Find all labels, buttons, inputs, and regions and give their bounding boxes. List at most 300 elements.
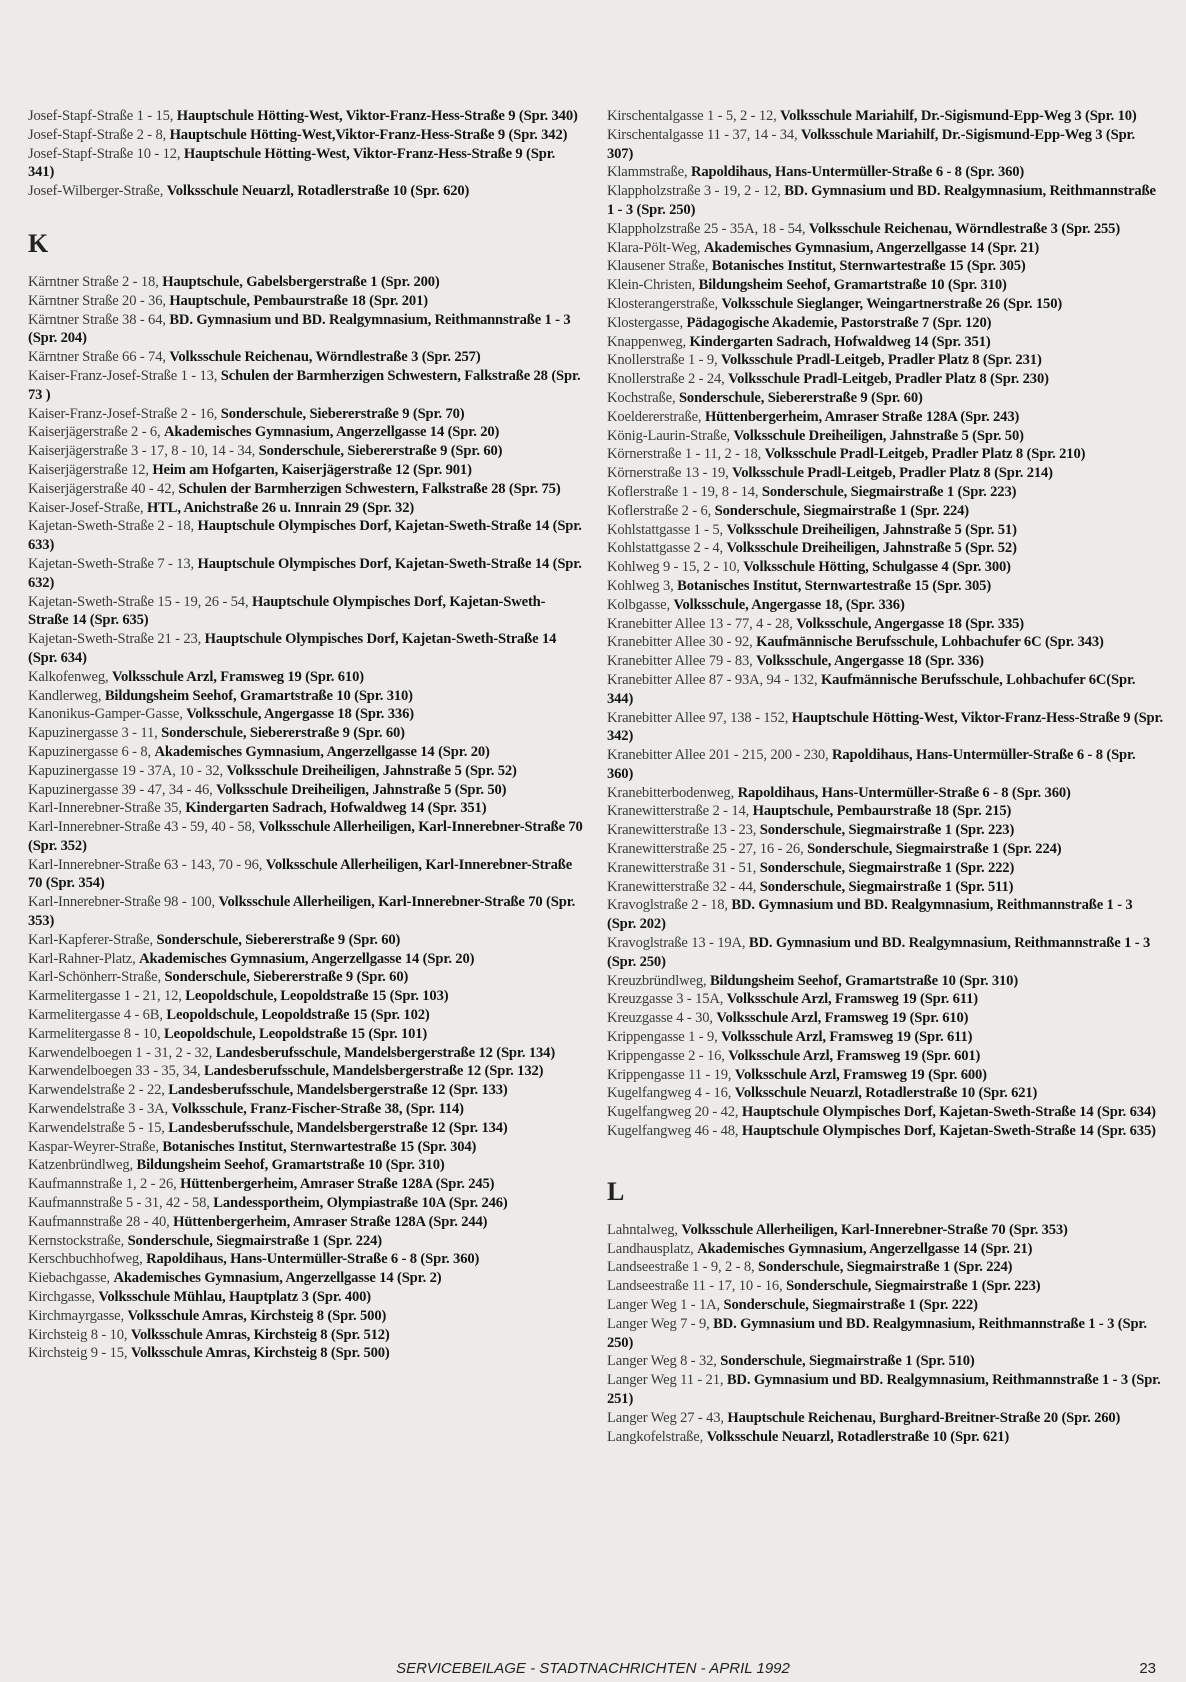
school-assignment: Sonderschule, Siegmairstraße 1 (Spr. 224) bbox=[127, 1232, 382, 1249]
directory-entry bbox=[607, 502, 1163, 521]
street-range: Karwendelstraße 2 - 22, bbox=[28, 1082, 165, 1099]
school-assignment: Hauptschule, Gabelsbergerstraße 1 (Spr. 200) bbox=[162, 273, 440, 290]
street-range: Landseestraße 1 - 9, 2 - 8, bbox=[607, 1259, 755, 1276]
directory-entry bbox=[607, 633, 1163, 652]
section-letter-l: L bbox=[607, 1176, 625, 1206]
directory-entry bbox=[28, 107, 584, 126]
directory-entry bbox=[28, 1288, 584, 1307]
directory-entry bbox=[607, 878, 1163, 897]
street-range: Koeldererstraße, bbox=[607, 408, 702, 425]
school-assignment: Akademisches Gymnasium, Angerzellgasse 14 (Spr. 20) bbox=[139, 950, 475, 967]
directory-entry bbox=[28, 1138, 584, 1157]
directory-entry bbox=[607, 126, 1163, 164]
directory-entry bbox=[607, 257, 1163, 276]
school-assignment: Kindergarten Sadrach, Hofwaldweg 14 (Spr. 351) bbox=[185, 800, 487, 817]
street-range: Kapuzinergasse 3 - 11, bbox=[28, 725, 158, 742]
school-assignment: Heim am Hofgarten, Kaiserjägerstraße 12 (Spr. 901) bbox=[152, 461, 472, 478]
street-range: Kaiserjägerstraße 40 - 42, bbox=[28, 480, 175, 497]
street-range: Kaiserjägerstraße 3 - 17, 8 - 10, 14 - 34, bbox=[28, 443, 256, 460]
school-assignment: Volksschule Pradl-Leitgeb, Pradler Platz 8 (Spr. 230) bbox=[728, 371, 1049, 388]
school-assignment: Akademisches Gymnasium, Angerzellgasse 14 (Spr. 20) bbox=[164, 424, 500, 441]
school-assignment: Landesberufsschule, Mandelsbergerstraße 12 (Spr. 133) bbox=[168, 1082, 508, 1099]
street-range: Karmelitergasse 8 - 10, bbox=[28, 1025, 161, 1042]
directory-entry bbox=[28, 987, 584, 1006]
school-assignment: Hauptschule Hötting-West, Viktor-Franz-Hess-Straße 9 (Spr. 341) bbox=[28, 145, 556, 181]
street-range: Kaufmannstraße 5 - 31, 42 - 58, bbox=[28, 1195, 210, 1212]
street-range: Kaufmannstraße 28 - 40, bbox=[28, 1213, 170, 1230]
directory-entry bbox=[607, 972, 1163, 991]
street-range: Karmelitergasse 1 - 21, 12, bbox=[28, 988, 182, 1005]
page-number: 23 bbox=[1139, 1660, 1156, 1677]
school-assignment: Volksschule Arzl, Framsweg 19 (Spr. 611) bbox=[721, 1029, 973, 1046]
school-assignment: Volksschule Arzl, Framsweg 19 (Spr. 600) bbox=[734, 1066, 987, 1083]
school-assignment: Volksschule Amras, Kirchsteig 8 (Spr. 512) bbox=[130, 1326, 390, 1343]
school-assignment: Volksschule Pradl-Leitgeb, Pradler Platz 8 (Spr. 210) bbox=[764, 446, 1086, 463]
school-assignment: Botanisches Institut, Sternwartestraße 15 (Spr. 305) bbox=[677, 577, 992, 594]
directory-entry bbox=[28, 950, 584, 969]
directory-entry bbox=[28, 1194, 584, 1213]
directory-entry bbox=[607, 1122, 1163, 1141]
street-range: Kranebitterbodenweg, bbox=[607, 784, 735, 801]
directory-entry bbox=[607, 652, 1163, 671]
directory-entry bbox=[607, 671, 1163, 709]
street-range: Knollerstraße 1 - 9, bbox=[607, 352, 718, 369]
street-range: Knappenweg, bbox=[607, 333, 686, 350]
street-range: Kirschentalgasse 11 - 37, 14 - 34, bbox=[607, 126, 798, 143]
school-assignment: Sonderschule, Siebererstraße 9 (Spr. 60) bbox=[678, 389, 923, 406]
school-assignment: Akademisches Gymnasium, Angerzellgasse 14 (Spr. 21) bbox=[697, 1240, 1033, 1257]
entries-l-section bbox=[607, 1221, 1163, 1447]
directory-entry bbox=[28, 856, 584, 894]
school-assignment: Hauptschule Hötting-West,Viktor-Franz-Hess-Straße 9 (Spr. 342) bbox=[169, 126, 568, 143]
directory-entry bbox=[28, 1062, 584, 1081]
street-range: Kranewitterstraße 31 - 51, bbox=[607, 859, 757, 876]
street-range: Koflerstraße 2 - 6, bbox=[607, 502, 712, 519]
street-range: Kranebitter Allee 87 - 93A, 94 - 132, bbox=[607, 671, 818, 688]
school-assignment: Leopoldschule, Leopoldstraße 15 (Spr. 101) bbox=[163, 1025, 428, 1042]
street-range: Lahntalweg, bbox=[607, 1221, 678, 1238]
street-range: Katzenbründlweg, bbox=[28, 1157, 133, 1174]
school-assignment: Hauptschule Olympisches Dorf, Kajetan-Sweth-Straße 14 (Spr. 635) bbox=[741, 1123, 1156, 1140]
school-assignment: Rapoldihaus, Hans-Untermüller-Straße 6 - 8 (Spr. 360) bbox=[146, 1251, 480, 1268]
school-assignment: Rapoldihaus, Hans-Untermüller-Straße 6 - 8 (Spr. 360) bbox=[607, 747, 1136, 782]
street-range: Langkofelstraße, bbox=[607, 1428, 704, 1445]
school-assignment: Volksschule, Angergasse 18 (Spr. 335) bbox=[796, 615, 1024, 632]
directory-entry bbox=[607, 276, 1163, 295]
street-range: Kirchmayrgasse, bbox=[28, 1307, 124, 1324]
school-assignment: Sonderschule, Siegmairstraße 1 (Spr. 223) bbox=[786, 1278, 1041, 1295]
street-range: Kaiserjägerstraße 2 - 6, bbox=[28, 424, 161, 441]
street-range: Karl-Innerebner-Straße 43 - 59, 40 - 58, bbox=[28, 819, 256, 836]
school-assignment: Leopoldschule, Leopoldstraße 15 (Spr. 103) bbox=[185, 988, 449, 1005]
directory-entry bbox=[607, 1084, 1163, 1103]
street-range: Krippengasse 1 - 9, bbox=[607, 1029, 718, 1046]
school-assignment: BD. Gymnasium und BD. Realgymnasium, Reithmannstraße 1 - 3 (Spr. 250) bbox=[607, 1315, 1147, 1351]
street-range: Klausener Straße, bbox=[607, 258, 709, 275]
school-assignment: Volksschule Arzl, Framsweg 19 (Spr. 610) bbox=[716, 1010, 969, 1027]
school-assignment: Volksschule, Franz-Fischer-Straße 38, (Spr. 114) bbox=[171, 1101, 464, 1118]
school-assignment: Sonderschule, Siebererstraße 9 (Spr. 60) bbox=[161, 725, 405, 742]
street-range: Klappholzstraße 25 - 35A, 18 - 54, bbox=[607, 220, 806, 237]
directory-entry bbox=[28, 1006, 584, 1025]
street-range: Kernstockstraße, bbox=[28, 1232, 125, 1249]
directory-entry bbox=[607, 389, 1163, 408]
directory-entry bbox=[28, 668, 584, 687]
directory-entry bbox=[28, 1250, 584, 1269]
street-range: Kravoglstraße 13 - 19A, bbox=[607, 935, 746, 952]
school-assignment: Sonderschule, Siegmairstraße 1 (Spr. 224) bbox=[758, 1259, 1013, 1276]
directory-entry bbox=[28, 1025, 584, 1044]
directory-entry bbox=[28, 799, 584, 818]
street-range: Landhausplatz, bbox=[607, 1240, 694, 1257]
school-assignment: Volksschule Neuarzl, Rotadlerstraße 10 (Spr. 620) bbox=[166, 183, 470, 200]
school-assignment: HTL, Anichstraße 26 u. Innrain 29 (Spr. 32) bbox=[146, 499, 415, 516]
school-assignment: Bildungsheim Seehof, Gramartstraße 10 (Spr. 310) bbox=[709, 972, 1019, 989]
street-range: Kajetan-Sweth-Straße 7 - 13, bbox=[28, 555, 195, 572]
directory-entry bbox=[607, 1047, 1163, 1066]
street-range: Josef-Wilberger-Straße, bbox=[28, 183, 164, 200]
directory-entry bbox=[607, 314, 1163, 333]
directory-entry bbox=[607, 596, 1163, 615]
directory-entry bbox=[607, 990, 1163, 1009]
street-range: Karwendelstraße 5 - 15, bbox=[28, 1119, 165, 1136]
street-range: Josef-Stapf-Straße 2 - 8, bbox=[28, 126, 167, 143]
school-assignment: BD. Gymnasium und BD. Realgymnasium, Reithmannstraße 1 - 3 (Spr. 202) bbox=[607, 897, 1133, 933]
directory-entry bbox=[28, 311, 584, 349]
street-range: Knollerstraße 2 - 24, bbox=[607, 371, 725, 388]
street-range: Kravoglstraße 2 - 18, bbox=[607, 897, 728, 914]
school-assignment: Volksschule Neuarzl, Rotadlerstraße 10 (Spr. 621) bbox=[706, 1428, 1010, 1445]
directory-entry bbox=[607, 1277, 1163, 1296]
street-range: Kugelfangweg 46 - 48, bbox=[607, 1123, 739, 1140]
right-column bbox=[607, 107, 1163, 1446]
school-assignment: Landesberufsschule, Mandelsbergerstraße 12 (Spr. 132) bbox=[204, 1063, 544, 1080]
directory-entry bbox=[607, 163, 1163, 182]
directory-entry bbox=[607, 709, 1163, 747]
school-assignment: BD. Gymnasium und BD. Realgymnasium, Reithmannstraße 1 - 3 (Spr. 204) bbox=[28, 311, 571, 347]
street-range: Langer Weg 27 - 43, bbox=[607, 1409, 724, 1426]
street-range: Langer Weg 11 - 21, bbox=[607, 1372, 724, 1389]
school-assignment: Volksschule Arzl, Framsweg 19 (Spr. 611) bbox=[726, 991, 978, 1008]
directory-entry bbox=[28, 893, 584, 931]
school-assignment: Landesberufsschule, Mandelsbergerstraße 12 (Spr. 134) bbox=[168, 1119, 508, 1136]
school-assignment: Volksschule Hötting, Schulgasse 4 (Spr. 300) bbox=[743, 559, 1011, 576]
entries-k-section-left bbox=[28, 273, 584, 1363]
directory-entry bbox=[28, 273, 584, 292]
school-assignment: Sonderschule, Siegmairstraße 1 (Spr. 223) bbox=[761, 483, 1017, 500]
directory-entry bbox=[607, 821, 1163, 840]
directory-entry bbox=[28, 931, 584, 950]
street-range: Klosterangerstraße, bbox=[607, 295, 719, 312]
street-range: Kugelfangweg 4 - 16, bbox=[607, 1085, 732, 1102]
school-assignment: Volksschule Arzl, Framsweg 19 (Spr. 610) bbox=[111, 668, 364, 685]
directory-entry bbox=[28, 1213, 584, 1232]
directory-entry bbox=[607, 1066, 1163, 1085]
street-range: Kranewitterstraße 2 - 14, bbox=[607, 803, 750, 820]
directory-entry bbox=[607, 1028, 1163, 1047]
street-range: Langer Weg 1 - 1A, bbox=[607, 1297, 720, 1314]
directory-entry bbox=[607, 784, 1163, 803]
street-range: Kranebitter Allee 201 - 215, 200 - 230, bbox=[607, 747, 829, 764]
directory-entry bbox=[607, 370, 1163, 389]
school-assignment: Pädagogische Akademie, Pastorstraße 7 (Spr. 120) bbox=[686, 314, 992, 331]
directory-entry bbox=[607, 521, 1163, 540]
directory-entry bbox=[607, 615, 1163, 634]
school-assignment: Volksschule Mariahilf, Dr.-Sigismund-Epp-Weg 3 (Spr. 307) bbox=[607, 126, 1136, 162]
school-assignment: Sonderschule, Siegmairstraße 1 (Spr. 511) bbox=[759, 878, 1014, 895]
street-range: Kerschbuchhofweg, bbox=[28, 1251, 143, 1268]
directory-entry bbox=[28, 480, 584, 499]
directory-entry bbox=[28, 1175, 584, 1194]
street-range: Langer Weg 7 - 9, bbox=[607, 1315, 710, 1332]
directory-entry bbox=[607, 464, 1163, 483]
directory-entry bbox=[607, 295, 1163, 314]
school-assignment: Volksschule, Angergasse 18 (Spr. 336) bbox=[186, 706, 414, 723]
street-range: Josef-Stapf-Straße 1 - 15, bbox=[28, 108, 174, 124]
directory-entry bbox=[28, 405, 584, 424]
directory-entry bbox=[28, 555, 584, 593]
directory-entry bbox=[28, 968, 584, 987]
directory-entry bbox=[28, 762, 584, 781]
school-assignment: Volksschule Pradl-Leitgeb, Pradler Platz 8 (Spr. 231) bbox=[720, 352, 1042, 369]
directory-entry bbox=[28, 724, 584, 743]
street-range: Karl-Kapferer-Straße, bbox=[28, 931, 153, 948]
school-assignment: Hauptschule, Pembaurstraße 18 (Spr. 201) bbox=[169, 292, 428, 309]
directory-entry bbox=[28, 1232, 584, 1251]
directory-entry bbox=[28, 1307, 584, 1326]
street-range: Kaiserjägerstraße 12, bbox=[28, 461, 149, 478]
street-range: Kirchsteig 9 - 15, bbox=[28, 1345, 128, 1362]
directory-entry bbox=[607, 577, 1163, 596]
street-range: Karl-Schönherr-Straße, bbox=[28, 969, 161, 986]
street-range: Kranebitter Allee 97, 138 - 152, bbox=[607, 709, 789, 726]
street-range: Kreuzbründlweg, bbox=[607, 972, 707, 989]
school-assignment: Kaufmännische Berufsschule, Lohbachufer 6C (Spr. 343) bbox=[756, 634, 1104, 651]
directory-entry bbox=[28, 1326, 584, 1345]
street-range: Kaspar-Weyrer-Straße, bbox=[28, 1138, 159, 1155]
directory-entry bbox=[28, 818, 584, 856]
directory-entry bbox=[28, 442, 584, 461]
directory-entry bbox=[607, 333, 1163, 352]
directory-entry bbox=[28, 1156, 584, 1175]
school-assignment: Hauptschule Olympisches Dorf, Kajetan-Sweth-Straße 14 (Spr. 635) bbox=[28, 593, 546, 629]
footer-title: SERVICEBEILAGE - STADTNACHRICHTEN - APRIL 1992 bbox=[396, 1660, 790, 1677]
street-range: Kalkofenweg, bbox=[28, 668, 109, 685]
school-assignment: Landessportheim, Olympiastraße 10A (Spr. 246) bbox=[213, 1195, 508, 1212]
street-range: Kranewitterstraße 13 - 23, bbox=[607, 822, 757, 839]
school-assignment: Volksschule Arzl, Framsweg 19 (Spr. 601) bbox=[728, 1047, 981, 1064]
street-range: Karl-Innerebner-Straße 63 - 143, 70 - 96, bbox=[28, 856, 263, 873]
directory-entry bbox=[28, 182, 584, 201]
directory-entry bbox=[28, 1269, 584, 1288]
school-assignment: Hauptschule Hötting-West, Viktor-Franz-Hess-Straße 9 (Spr. 340) bbox=[176, 108, 578, 124]
school-assignment: Volksschule Dreiheiligen, Jahnstraße 5 (Spr. 50) bbox=[216, 781, 507, 798]
school-assignment: Bildungsheim Seehof, Gramartstraße 10 (Spr. 310) bbox=[136, 1157, 445, 1174]
school-assignment: Volksschule Pradl-Leitgeb, Pradler Platz 8 (Spr. 214) bbox=[732, 465, 1053, 482]
school-assignment: Kindergarten Sadrach, Hofwaldweg 14 (Spr. 351) bbox=[689, 333, 991, 350]
school-assignment: Sonderschule, Siebererstraße 9 (Spr. 70) bbox=[220, 405, 465, 422]
school-assignment: Volksschule Dreiheiligen, Jahnstraße 5 (Spr. 50) bbox=[733, 427, 1024, 444]
street-range: Kaufmannstraße 1, 2 - 26, bbox=[28, 1176, 177, 1193]
school-assignment: Sonderschule, Siegmairstraße 1 (Spr. 222) bbox=[759, 859, 1015, 876]
directory-entry bbox=[28, 145, 584, 183]
directory-entry bbox=[607, 1296, 1163, 1315]
street-range: Karl-Rahner-Platz, bbox=[28, 950, 136, 967]
school-assignment: Volksschule Amras, Kirchsteig 8 (Spr. 500) bbox=[127, 1307, 387, 1324]
directory-entry bbox=[607, 840, 1163, 859]
directory-entry bbox=[607, 934, 1163, 972]
school-assignment: Sonderschule, Siegmairstraße 1 (Spr. 510) bbox=[720, 1353, 975, 1370]
directory-entry bbox=[607, 1009, 1163, 1028]
directory-entry bbox=[607, 1240, 1163, 1259]
school-assignment: Bildungsheim Seehof, Gramartstraße 10 (Spr. 310) bbox=[698, 277, 1007, 294]
school-assignment: Volksschule, Angergasse 18, (Spr. 336) bbox=[673, 596, 905, 613]
street-range: Karwendelstraße 3 - 3A, bbox=[28, 1101, 169, 1118]
school-assignment: Volksschule Reichenau, Wörndlestraße 3 (Spr. 255) bbox=[808, 220, 1121, 237]
street-range: Kolbgasse, bbox=[607, 596, 670, 613]
street-range: Kärntner Straße 2 - 18, bbox=[28, 273, 159, 290]
school-assignment: Sonderschule, Siegmairstraße 1 (Spr. 224) bbox=[807, 841, 1062, 858]
street-range: Körnerstraße 13 - 19, bbox=[607, 465, 729, 482]
street-range: Josef-Stapf-Straße 10 - 12, bbox=[28, 145, 181, 162]
street-range: Kohlstattgasse 1 - 5, bbox=[607, 521, 724, 538]
school-assignment: Sonderschule, Siebererstraße 9 (Spr. 60) bbox=[164, 969, 409, 986]
directory-entry bbox=[28, 1044, 584, 1063]
directory-entry bbox=[28, 1081, 584, 1100]
school-assignment: Botanisches Institut, Sternwartestraße 15 (Spr. 304) bbox=[162, 1138, 477, 1155]
street-range: Kaiser-Franz-Josef-Straße 1 - 13, bbox=[28, 367, 218, 384]
school-assignment: Volksschule Dreiheiligen, Jahnstraße 5 (Spr. 52) bbox=[726, 540, 1017, 557]
street-range: Kapuzinergasse 19 - 37A, 10 - 32, bbox=[28, 762, 223, 779]
school-assignment: Schulen der Barmherzigen Schwestern, Falkstraße 28 (Spr. 73 ) bbox=[28, 367, 581, 403]
school-assignment: Volksschule Dreiheiligen, Jahnstraße 5 (Spr. 52) bbox=[226, 762, 517, 779]
directory-entry bbox=[28, 1119, 584, 1138]
directory-entry bbox=[28, 292, 584, 311]
street-range: Klostergasse, bbox=[607, 314, 684, 331]
directory-entry bbox=[607, 220, 1163, 239]
street-range: Landseestraße 11 - 17, 10 - 16, bbox=[607, 1278, 783, 1295]
directory-entry bbox=[607, 408, 1163, 427]
directory-entry bbox=[607, 1315, 1163, 1353]
left-column bbox=[28, 107, 584, 1363]
street-range: Karl-Innerebner-Straße 98 - 100, bbox=[28, 894, 215, 911]
street-range: Karl-Innerebner-Straße 35, bbox=[28, 800, 182, 817]
street-range: Kajetan-Sweth-Straße 2 - 18, bbox=[28, 518, 195, 535]
school-assignment: BD. Gymnasium und BD. Realgymnasium, Reithmannstraße 1 - 3 (Spr. 250) bbox=[607, 935, 1151, 970]
directory-entry bbox=[28, 781, 584, 800]
directory-entry bbox=[607, 107, 1163, 126]
directory-entry bbox=[607, 427, 1163, 446]
directory-entry bbox=[28, 423, 584, 442]
school-assignment: Sonderschule, Siebererstraße 9 (Spr. 60) bbox=[156, 931, 401, 948]
directory-entry bbox=[28, 126, 584, 145]
street-range: Kapuzinergasse 39 - 47, 34 - 46, bbox=[28, 781, 213, 798]
street-range: Kärntner Straße 20 - 36, bbox=[28, 292, 166, 309]
street-range: Kirschentalgasse 1 - 5, 2 - 12, bbox=[607, 108, 777, 124]
street-range: Kohlweg 3, bbox=[607, 577, 674, 594]
street-range: Langer Weg 8 - 32, bbox=[607, 1353, 717, 1370]
street-range: Kranebitter Allee 30 - 92, bbox=[607, 634, 753, 651]
directory-entry bbox=[607, 1221, 1163, 1240]
street-range: Kohlstattgasse 2 - 4, bbox=[607, 540, 724, 557]
school-assignment: BD. Gymnasium und BD. Realgymnasium, Reithmannstraße 1 - 3 (Spr. 250) bbox=[607, 183, 1156, 218]
school-assignment: Hauptschule Olympisches Dorf, Kajetan-Sweth-Straße 14 (Spr. 634) bbox=[28, 631, 557, 666]
street-range: Koflerstraße 1 - 19, 8 - 14, bbox=[607, 483, 759, 500]
directory-entry bbox=[607, 239, 1163, 258]
directory-entry bbox=[28, 1344, 584, 1363]
school-assignment: Schulen der Barmherzigen Schwestern, Falkstraße 28 (Spr. 75) bbox=[178, 480, 561, 497]
directory-entry bbox=[607, 896, 1163, 934]
directory-entry bbox=[28, 630, 584, 668]
directory-entry bbox=[28, 461, 584, 480]
school-assignment: Rapoldihaus, Hans-Untermüller-Straße 6 - 8 (Spr. 360) bbox=[737, 784, 1071, 801]
directory-entry bbox=[607, 746, 1163, 784]
directory-entry bbox=[28, 499, 584, 518]
school-assignment: Hauptschule, Pembaurstraße 18 (Spr. 215) bbox=[752, 803, 1012, 820]
directory-entry bbox=[607, 1103, 1163, 1122]
directory-entry bbox=[607, 1409, 1163, 1428]
school-assignment: Volksschule Neuarzl, Rotadlerstraße 10 (Spr. 621) bbox=[734, 1085, 1038, 1102]
school-assignment: Volksschule Allerheiligen, Karl-Innerebner-Straße 70 (Spr. 352) bbox=[28, 819, 583, 854]
street-range: Kajetan-Sweth-Straße 21 - 23, bbox=[28, 631, 202, 648]
school-assignment: Leopoldschule, Leopoldstraße 15 (Spr. 102) bbox=[166, 1007, 430, 1024]
school-assignment: Akademisches Gymnasium, Angerzellgasse 14 (Spr. 20) bbox=[154, 743, 490, 760]
school-assignment: Volksschule Mariahilf, Dr.-Sigismund-Epp-Weg 3 (Spr. 10) bbox=[780, 108, 1137, 124]
directory-entry bbox=[607, 1258, 1163, 1277]
school-assignment: Akademisches Gymnasium, Angerzellgasse 14 (Spr. 2) bbox=[113, 1270, 442, 1287]
page-footer bbox=[0, 1660, 1186, 1680]
directory-entry bbox=[607, 351, 1163, 370]
school-assignment: BD. Gymnasium und BD. Realgymnasium, Reithmannstraße 1 - 3 (Spr. 251) bbox=[607, 1372, 1161, 1407]
directory-entry bbox=[607, 802, 1163, 821]
school-assignment: Sonderschule, Siegmairstraße 1 (Spr. 224) bbox=[714, 502, 970, 519]
directory-entry bbox=[607, 1371, 1163, 1409]
school-assignment: Volksschule, Angergasse 18 (Spr. 336) bbox=[756, 653, 984, 670]
street-range: Kanonikus-Gamper-Gasse, bbox=[28, 706, 183, 723]
street-range: Kirchgasse, bbox=[28, 1289, 95, 1306]
street-range: Kranewitterstraße 32 - 44, bbox=[607, 878, 757, 895]
school-assignment: Volksschule Amras, Kirchsteig 8 (Spr. 500) bbox=[130, 1345, 390, 1362]
school-assignment: Hauptschule Reichenau, Burghard-Breitner-Straße 20 (Spr. 260) bbox=[727, 1409, 1121, 1426]
entries-j-section bbox=[28, 107, 584, 201]
street-range: Kohlweg 9 - 15, 2 - 10, bbox=[607, 559, 740, 576]
directory-entry bbox=[607, 859, 1163, 878]
street-range: Karwendelboegen 1 - 31, 2 - 32, bbox=[28, 1044, 213, 1061]
street-range: Kreuzgasse 3 - 15A, bbox=[607, 991, 724, 1008]
school-assignment: Volksschule Allerheiligen, Karl-Innerebner-Straße 70 (Spr. 354) bbox=[28, 856, 573, 892]
school-assignment: Landesberufsschule, Mandelsbergerstraße 12 (Spr. 134) bbox=[215, 1044, 556, 1061]
street-range: Karwendelboegen 33 - 35, 34, bbox=[28, 1063, 201, 1080]
school-assignment: Hüttenbergerheim, Amraser Straße 128A (Spr. 245) bbox=[180, 1176, 495, 1193]
school-assignment: Hüttenbergerheim, Amraser Straße 128A (Spr. 243) bbox=[704, 408, 1020, 425]
street-range: Krippengasse 11 - 19, bbox=[607, 1066, 732, 1083]
directory-entry bbox=[28, 687, 584, 706]
school-assignment: Hauptschule Olympisches Dorf, Kajetan-Sweth-Straße 14 (Spr. 634) bbox=[741, 1104, 1156, 1121]
street-range: Kochstraße, bbox=[607, 389, 676, 406]
street-range: Kranebitter Allee 79 - 83, bbox=[607, 653, 753, 670]
school-assignment: Rapoldihaus, Hans-Untermüller-Straße 6 - 8 (Spr. 360) bbox=[690, 164, 1025, 181]
school-assignment: Kaufmännische Berufsschule, Lohbachufer 6C(Spr. 344) bbox=[607, 671, 1136, 707]
street-range: Kugelfangweg 20 - 42, bbox=[607, 1104, 739, 1121]
street-range: Kirchsteig 8 - 10, bbox=[28, 1326, 128, 1343]
street-range: Karmelitergasse 4 - 6B, bbox=[28, 1007, 163, 1024]
section-letter-k: K bbox=[28, 228, 49, 258]
directory-entry bbox=[28, 517, 584, 555]
street-range: Kranewitterstraße 25 - 27, 16 - 26, bbox=[607, 841, 804, 858]
directory-entry bbox=[28, 593, 584, 631]
directory-entry bbox=[607, 445, 1163, 464]
street-range: Kärntner Straße 38 - 64, bbox=[28, 311, 166, 328]
